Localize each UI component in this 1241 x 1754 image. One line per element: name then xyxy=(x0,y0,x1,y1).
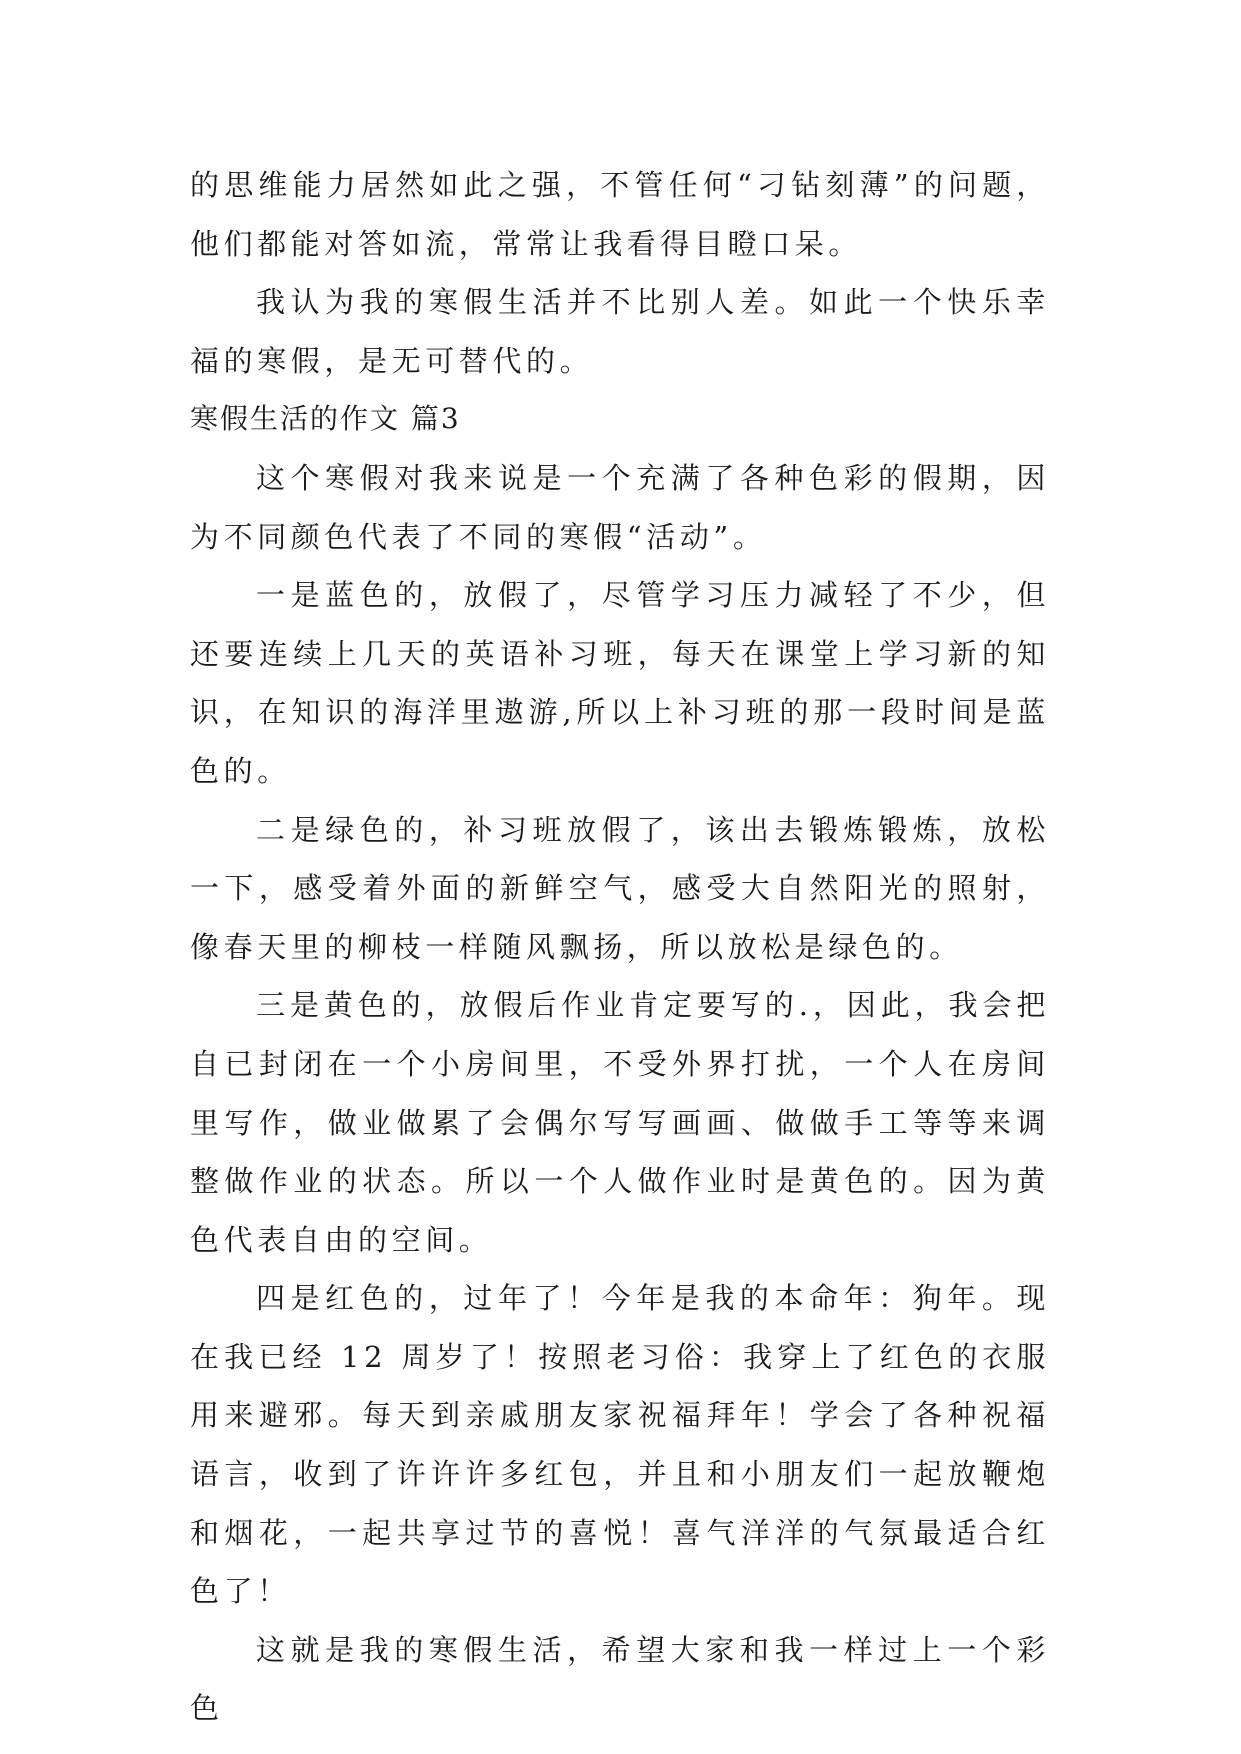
paragraphs-before-heading xyxy=(190,156,1050,390)
paragraphs-after-heading xyxy=(190,449,1050,1738)
paragraph: 二是绿色的，补习班放假了，该出去锻炼锻炼，放松一下，感受着外面的新鲜空气，感受大自然阳光的照射，像春天里的柳枝一样随风飘扬，所以放松是绿色的。 xyxy=(190,812,1050,964)
paragraph: 一是蓝色的，放假了，尽管学习压力减轻了不少，但还要连续上几天的英语补习班，每天在课堂上学习新的知识，在知识的海洋里遨游,所以上补习班的那一段时间是蓝色的。 xyxy=(190,578,1050,788)
document-body xyxy=(190,156,1050,1738)
section-heading: 寒假生活的作文 篇3 xyxy=(190,402,461,436)
paragraph: 我认为我的寒假生活并不比别人差。如此一个快乐幸福的寒假，是无可替代的。 xyxy=(190,285,1050,378)
paragraph: 这个寒假对我来说是一个充满了各种色彩的假期，因为不同颜色代表了不同的寒假“活动”。 xyxy=(190,460,1050,554)
paragraph: 三是黄色的，放假后作业肯定要写的.，因此，我会把自已封闭在一个小房间里，不受外界打扰，一个人在房间里写作，做业做累了会偶尔写写画画、做做手工等等来调整做作业的状态。所以一个人做作业时是黄色的。因为黄色代表自由的空间。 xyxy=(190,988,1050,1257)
paragraph: 四是红色的，过年了！今年是我的本命年：狗年。现在我已经 12 周岁了！按照老习俗：我穿上了红色的衣服用来避邪。每天到亲戚朋友家祝福拜年！学会了各种祝福语言，收到了许许许多红包，并且和小朋友们一起放鞭炮和烟花，一起共享过节的喜悦！喜气洋洋的气氛最适合红色了！ xyxy=(190,1281,1050,1609)
paragraph: 这就是我的寒假生活，希望大家和我一样过上一个彩色 xyxy=(190,1632,1050,1726)
paragraph: 的思维能力居然如此之强，不管任何“刁钻刻薄”的问题，他们都能对答如流，常常让我看得目瞪口呆。 xyxy=(190,168,1050,261)
